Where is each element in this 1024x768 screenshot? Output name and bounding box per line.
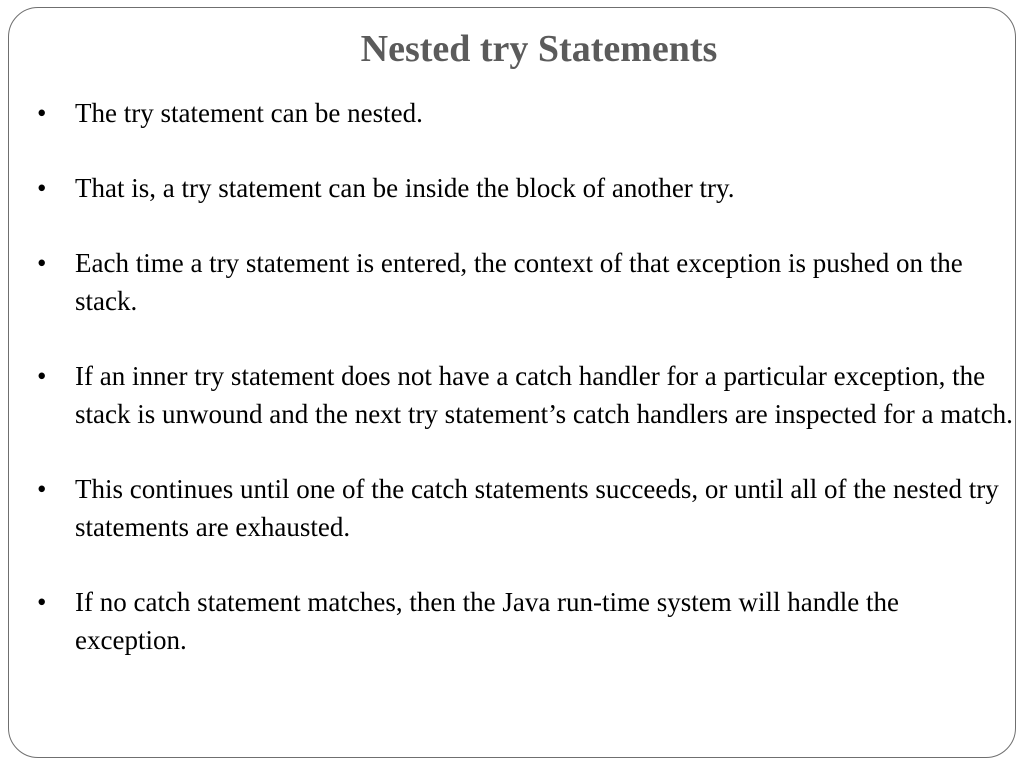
bullet-text: If an inner try statement does not have a catch handler for a particular exception, the stack is unwound and the next try statement’s catch handlers are inspected for a match. (75, 361, 1013, 429)
bullet-marker: • (37, 98, 47, 128)
bullet-item (33, 244, 1013, 320)
bullet-text: Each time a try statement is entered, the context of that exception is pushed on the stack. (75, 248, 963, 316)
bullet-text: That is, a try statement can be inside the block of another try. (75, 173, 735, 203)
slide-frame (8, 7, 1016, 758)
bullet-marker: • (37, 248, 47, 278)
bullet-item (33, 583, 1013, 659)
slide-title: Nested try Statements (360, 28, 718, 70)
bullet-item (33, 94, 1013, 132)
bullet-list (33, 94, 1013, 696)
bullet-marker: • (37, 173, 47, 203)
bullet-text: The try statement can be nested. (75, 98, 423, 128)
bullet-text: If no catch statement matches, then the Java run-time system will handle the exception. (75, 587, 899, 655)
bullet-item (33, 357, 1013, 433)
bullet-item (33, 470, 1013, 546)
bullet-marker: • (37, 587, 47, 617)
bullet-marker: • (37, 474, 47, 504)
bullet-item (33, 169, 1013, 207)
bullet-text: This continues until one of the catch statements succeeds, or until all of the nested try statements are exhausted. (75, 474, 999, 542)
bullet-marker: • (37, 361, 47, 391)
